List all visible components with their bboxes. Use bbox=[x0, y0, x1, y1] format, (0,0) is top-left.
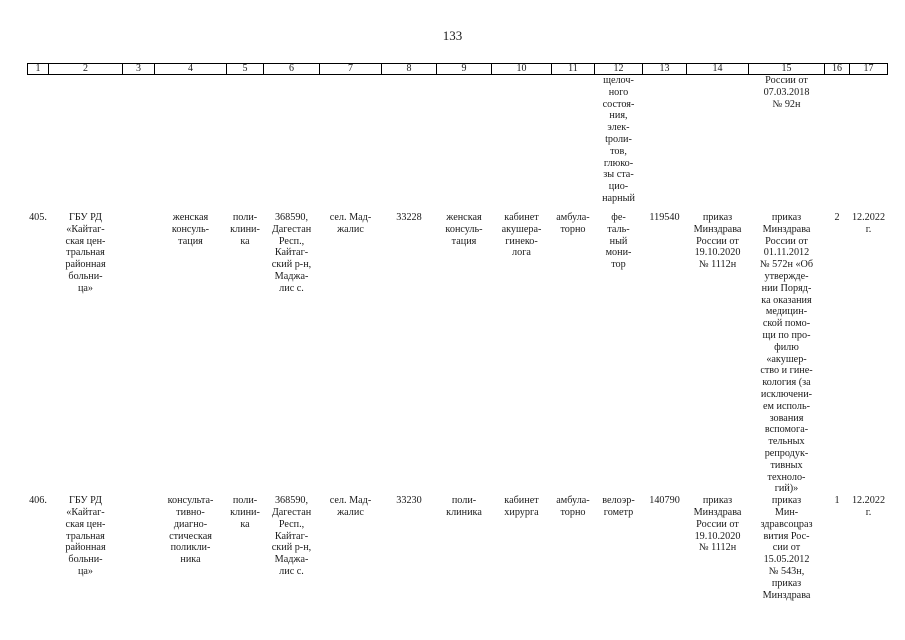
cell-room: кабинет хирурга bbox=[504, 495, 539, 518]
column-header: 13 bbox=[643, 64, 687, 75]
cell-date: 12.2022 г. bbox=[851, 495, 886, 518]
column-header: 12 bbox=[595, 64, 643, 75]
cell-legal-basis: приказ Мин- здравсоцраз вития Рос- сии от 15.05.2012 № 543н, приказ Минздрава bbox=[760, 495, 813, 601]
cell-division: консульта- тивно- диагно- стическая поликли- ника bbox=[167, 495, 214, 566]
column-header: 2 bbox=[49, 64, 123, 75]
cell-equipment: велоэр- гометр bbox=[602, 495, 635, 518]
column-header: 1 bbox=[28, 64, 49, 75]
cell-row-number: 406. bbox=[29, 495, 47, 507]
cell-legal-basis: приказ Минздрава России от 01.11.2012 № 572н «Об утвержде- нии Поряд- ка оказания медицин- ской помо- щи по про- филю «акушер- ство и гине- кология (за исключени- ем исполь- зования вспомога- тельных репродук- тивных техноло- гий)» bbox=[759, 212, 814, 495]
cell-code: 33230 bbox=[396, 495, 422, 507]
cell-order: приказ Минздрава России от 19.10.2020 № 1112н bbox=[693, 495, 742, 554]
column-header: 9 bbox=[437, 64, 492, 75]
column-header: 8 bbox=[382, 64, 437, 75]
cell-division: женская консуль- тация bbox=[171, 212, 210, 247]
cell-equipment-code: 119540 bbox=[649, 212, 680, 223]
column-header: 17 bbox=[850, 64, 888, 75]
column-header: 10 bbox=[492, 64, 552, 75]
cell-date: 12.2022 г. bbox=[851, 212, 886, 235]
cell-col3 bbox=[123, 495, 155, 613]
equipment-table bbox=[27, 63, 888, 613]
cell-equipment: фе- таль- ный мони- тор bbox=[605, 212, 632, 271]
cell-quantity: 1 bbox=[834, 495, 840, 507]
column-header: 14 bbox=[687, 64, 749, 75]
column-header: 11 bbox=[552, 64, 595, 75]
cell-organization: ГБУ РД «Кайтаг- ская цен- тральная районная больни- ца» bbox=[65, 495, 106, 577]
column-header: 16 bbox=[825, 64, 850, 75]
cell-col3 bbox=[123, 212, 155, 495]
cell-equipment-cont: щелоч- ного состоя- ния, элек- tроли- тов, глюко- зы ста- цио- нарный bbox=[602, 75, 635, 204]
cell-order: приказ Минздрава России от 19.10.2020 № 1112н bbox=[693, 212, 742, 271]
table-row bbox=[28, 495, 888, 613]
cell-care-form: амбула- торно bbox=[556, 495, 590, 518]
cell-address: 368590, Дагестан Респ., Кайтаг- ский р-н, Маджа- лис с. bbox=[271, 212, 312, 294]
cell-type: поли- клини- ка bbox=[230, 495, 260, 530]
column-header: 5 bbox=[227, 64, 264, 75]
column-header: 7 bbox=[320, 64, 382, 75]
cell-row-number: 405. bbox=[29, 212, 47, 223]
cell-locality: сел. Мад- жалис bbox=[329, 495, 372, 518]
cell-unit: поли- клиника bbox=[446, 495, 482, 518]
cell-address: 368590, Дагестан Респ., Кайтаг- ский р-н, Маджа- лис с. bbox=[271, 495, 312, 577]
column-number-row bbox=[28, 64, 888, 75]
column-header: 3 bbox=[123, 64, 155, 75]
page-number: 133 bbox=[442, 28, 463, 43]
cell-type: поли- клини- ка bbox=[230, 212, 260, 247]
cell-organization: ГБУ РД «Кайтаг- ская цен- тральная районная больни- ца» bbox=[65, 212, 106, 294]
cell-unit: женская консуль- тация bbox=[445, 212, 483, 247]
cell-equipment-code: 140790 bbox=[649, 495, 680, 507]
cell-code: 33228 bbox=[396, 212, 422, 223]
column-header: 6 bbox=[264, 64, 320, 75]
column-header: 15 bbox=[749, 64, 825, 75]
column-header: 4 bbox=[155, 64, 227, 75]
cell-legal-basis-cont: России от 07.03.2018 № 92н bbox=[763, 75, 810, 110]
cell-quantity: 2 bbox=[834, 212, 840, 223]
cell-locality: сел. Мад- жалис bbox=[329, 212, 372, 235]
cell-care-form: амбула- торно bbox=[556, 212, 590, 235]
continuation-row bbox=[28, 75, 888, 213]
table-row bbox=[28, 212, 888, 495]
cell-room: кабинет акушера- гинеко- лога bbox=[501, 212, 542, 259]
